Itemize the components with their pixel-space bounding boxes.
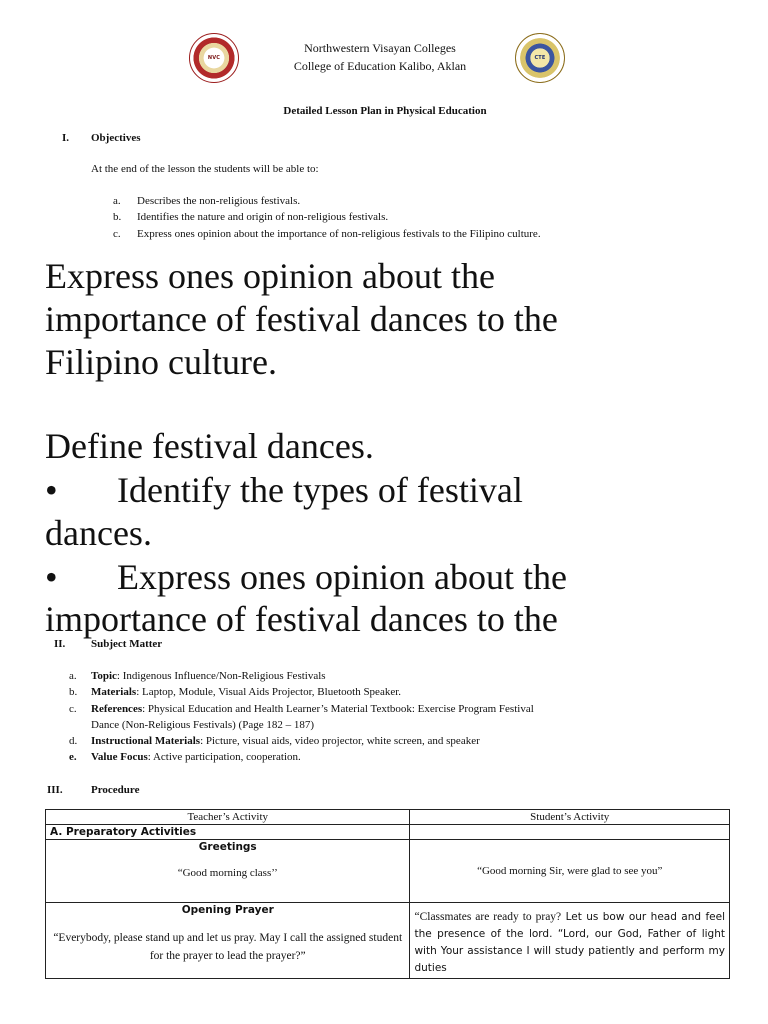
nvc-seal-text: NVC xyxy=(207,55,221,61)
subject-item-materials xyxy=(91,686,401,698)
objectives-intro: At the end of the lesson the students will be able to: xyxy=(91,163,319,175)
overlay-bullet-1: • xyxy=(45,470,58,510)
subject-text-value-focus: : Active participation, cooperation. xyxy=(147,751,301,763)
table-row-prayer xyxy=(46,903,730,979)
greetings-teacher-cell xyxy=(46,840,410,903)
greetings-student-cell xyxy=(410,840,730,903)
subject-label-topic: Topic xyxy=(91,670,117,682)
subject-marker-d: d. xyxy=(69,735,78,747)
objective-marker-b: b. xyxy=(113,211,122,223)
cte-seal-text: CTE xyxy=(534,55,546,61)
overlay-line-8: importance of festival dances to the xyxy=(45,599,558,639)
subject-label-materials: Materials xyxy=(91,686,137,698)
prayer-teacher-cell xyxy=(46,903,410,979)
procedure-numeral: III. xyxy=(47,784,63,796)
subject-label-instructional: Instructional Materials xyxy=(91,735,201,747)
greetings-student-text: “Good morning Sir, were glad to see you” xyxy=(477,865,663,877)
subject-marker-c: c. xyxy=(69,703,77,715)
table-section-row xyxy=(46,825,730,840)
overlay-line-7: Express ones opinion about the xyxy=(117,557,567,597)
subject-item-references xyxy=(91,703,731,715)
subject-marker-a: a. xyxy=(69,670,77,682)
prayer-teacher-text: “Everybody, please stand up and let us pray. May I call the assigned student for the prayer to lead the prayer?” xyxy=(53,932,403,962)
overlay-line-5: Identify the types of festival xyxy=(117,470,523,510)
prayer-student-text-b: Let us bow our head and feel the presence of the lord. “Lord, our God, Father of light with Your assistance I will study patiently and perform my duties xyxy=(414,911,725,974)
subject-text-instructional: : Picture, visual aids, video projector, white screen, and speaker xyxy=(200,735,480,747)
table-header-row xyxy=(46,810,730,825)
subject-matter-numeral: II. xyxy=(54,638,66,650)
subject-text-references-cont: Dance (Non-Religious Festivals) (Page 182 – 187) xyxy=(91,719,315,731)
subject-item-topic xyxy=(91,670,326,682)
activity-table xyxy=(45,809,730,979)
greetings-teacher-text: “Good morning class’’ xyxy=(177,867,278,879)
overlay-line-2: importance of festival dances to the xyxy=(45,299,558,339)
table-row-greetings xyxy=(46,840,730,903)
objectives-heading: Objectives xyxy=(91,132,141,144)
subject-text-topic: : Indigenous Influence/Non-Religious Festivals xyxy=(116,670,326,682)
student-activity-header: Student’s Activity xyxy=(410,810,730,825)
objective-item-a: Describes the non-religious festivals. xyxy=(137,195,301,207)
objective-item-c: Express ones opinion about the importance of non-religious festivals to the Filipino culture. xyxy=(137,228,541,240)
subject-item-instructional xyxy=(91,735,480,747)
overlay-bullet-row-2 xyxy=(45,556,745,599)
procedure-heading: Procedure xyxy=(91,784,140,796)
document-title: Detailed Lesson Plan in Physical Education xyxy=(283,105,487,117)
opening-prayer-heading: Opening Prayer xyxy=(181,904,274,916)
objective-marker-c: c. xyxy=(113,228,121,240)
subject-marker-b: b. xyxy=(69,686,78,698)
objective-marker-a: a. xyxy=(113,195,121,207)
subject-matter-heading: Subject Matter xyxy=(91,638,163,650)
objective-item-b: Identifies the nature and origin of non-religious festivals. xyxy=(137,211,389,223)
institution-name: Northwestern Visayan Colleges xyxy=(304,41,456,55)
subject-marker-e: e. xyxy=(69,751,77,763)
prayer-student-text-a: “Classmates are ready to pray? xyxy=(414,911,562,923)
overlay-line-3: Filipino culture. xyxy=(45,342,277,382)
overlay-line-4: Define festival dances. xyxy=(45,426,374,466)
subject-label-value-focus: Value Focus xyxy=(91,751,148,763)
teacher-activity-header: Teacher’s Activity xyxy=(46,810,410,825)
subject-text-materials: : Laptop, Module, Visual Aids Projector, Bluetooth Speaker. xyxy=(136,686,402,698)
empty-cell xyxy=(410,825,730,840)
subject-text-references: : Physical Education and Health Learner’s Material Textbook: Exercise Program Festival xyxy=(142,703,534,715)
preparatory-activities-label: A. Preparatory Activities xyxy=(46,825,410,840)
subject-label-references: References xyxy=(91,703,143,715)
college-name: College of Education Kalibo, Aklan xyxy=(293,59,467,73)
overlay-bullet-2: • xyxy=(45,557,58,597)
subject-item-value-focus xyxy=(91,751,301,763)
overlay-bullet-row-1 xyxy=(45,469,745,512)
greetings-heading: Greetings xyxy=(198,841,257,853)
prayer-student-cell xyxy=(410,903,730,979)
objectives-numeral: I. xyxy=(62,132,70,144)
overlay-line-1: Express ones opinion about the xyxy=(45,256,495,296)
overlay-line-6: dances. xyxy=(45,513,152,553)
